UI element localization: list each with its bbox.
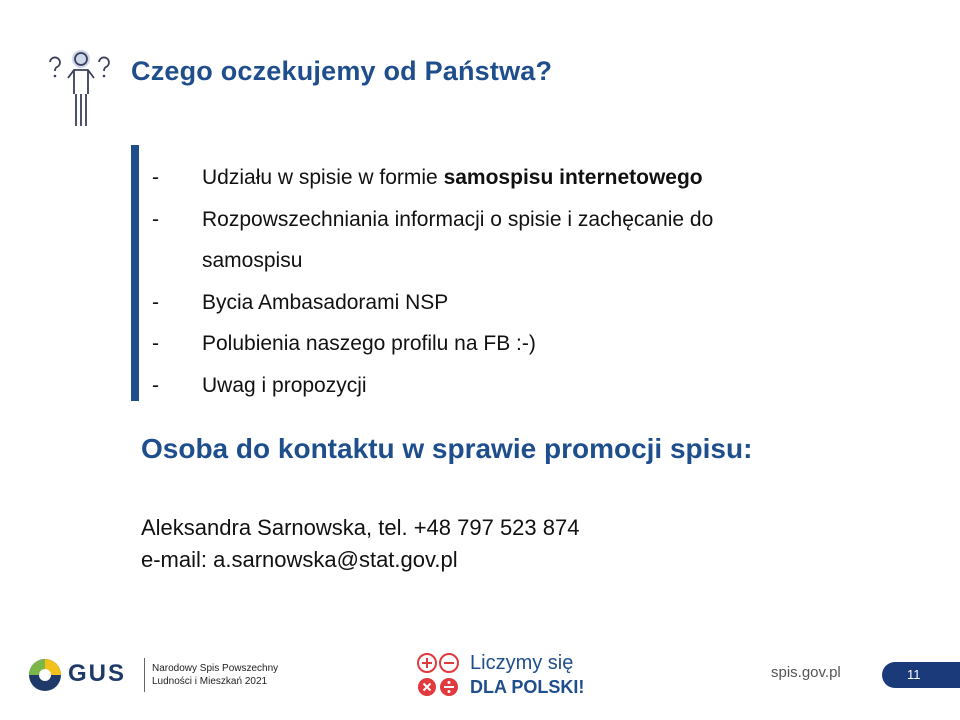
campaign-logo — [416, 652, 616, 700]
gus-emblem-icon — [28, 658, 62, 692]
bullet-list — [152, 157, 872, 406]
bullet-dash: - — [152, 290, 159, 314]
contact-email-line: e-mail: a.sarnowska@stat.gov.pl — [141, 547, 458, 572]
gus-name: GUS — [68, 660, 127, 687]
bullet-dash: - — [152, 373, 159, 397]
list-item — [152, 240, 872, 282]
campaign-slogan-line2: DLA POLSKI! — [470, 677, 585, 697]
gus-logo — [28, 656, 279, 696]
bullet-dash: - — [152, 166, 159, 189]
list-item — [152, 365, 872, 407]
bullet-dash: - — [152, 207, 159, 231]
bullet-text: Bycia Ambasadorami NSP — [202, 290, 449, 314]
page-number-badge — [882, 662, 960, 688]
list-item — [152, 323, 872, 365]
slide-title: Czego oczekujemy od Państwa? — [131, 56, 553, 86]
list-item — [152, 282, 872, 324]
logo-divider — [144, 658, 145, 692]
bullet-dash — [152, 240, 202, 282]
contact-phone-line: Aleksandra Sarnowska, tel. +48 797 523 874 — [141, 515, 580, 540]
bullet-text: samospisu — [202, 249, 303, 272]
list-item — [152, 199, 872, 241]
confused-person-icon — [46, 48, 116, 130]
bullet-bold-text: samospisu internetowego — [443, 166, 703, 189]
accent-bar — [131, 145, 139, 401]
list-item — [152, 157, 872, 199]
gus-subtitle-line2: Ludności i Mieszkań 2021 — [152, 676, 268, 687]
bullet-dash: - — [152, 332, 159, 355]
campaign-slogan-line1: Liczymy się — [470, 652, 574, 674]
bullet-text: Uwag i propozycji — [202, 373, 367, 397]
bullet-text: Polubienia naszego profilu na FB :-) — [202, 332, 536, 355]
gus-subtitle-line1: Narodowy Spis Powszechny — [152, 663, 279, 674]
bullet-text: Udziału w spisie w formie — [202, 166, 444, 189]
page-number: 11 — [907, 667, 921, 682]
math-symbols-icon — [416, 652, 464, 700]
site-url: spis.gov.pl — [771, 664, 841, 681]
bullet-text: Rozpowszechniania informacji o spisie i zachęcanie do — [202, 207, 714, 231]
contact-heading: Osoba do kontaktu w sprawie promocji spisu: — [141, 433, 753, 464]
